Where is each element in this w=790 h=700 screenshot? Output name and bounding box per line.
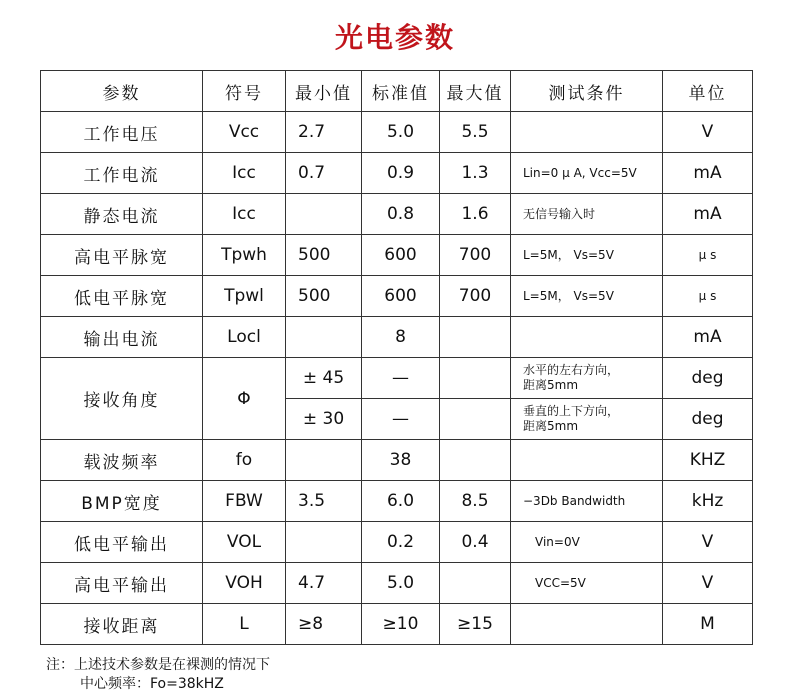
- condition-cell: VCC=5V: [511, 563, 663, 604]
- unit-cell: V: [663, 112, 753, 153]
- footnote-line: 中心频率：Fo=38kHZ: [80, 676, 224, 692]
- unit-cell: mA: [663, 194, 753, 235]
- max-cell: 700: [440, 235, 511, 276]
- condition-cell: Lin=0 μ A, Vcc=5V: [511, 153, 663, 194]
- max-cell: 8.5: [440, 481, 511, 522]
- max-cell: [440, 399, 511, 440]
- max-cell: [440, 317, 511, 358]
- max-cell: 700: [440, 276, 511, 317]
- table-row: [41, 358, 753, 399]
- unit-cell: V: [663, 522, 753, 563]
- table-row: [41, 481, 753, 522]
- symbol-cell: Tpwl: [203, 276, 286, 317]
- footnote: [46, 656, 270, 694]
- min-cell: 4.7: [286, 563, 362, 604]
- table-row: [41, 194, 753, 235]
- symbol-cell: Tpwh: [203, 235, 286, 276]
- unit-cell: deg: [663, 358, 753, 399]
- param-cell: 输出电流: [41, 317, 203, 358]
- unit-cell: deg: [663, 399, 753, 440]
- symbol-cell: VOH: [203, 563, 286, 604]
- typ-cell: 0.9: [362, 153, 440, 194]
- symbol-cell: FBW: [203, 481, 286, 522]
- table-row: [41, 153, 753, 194]
- unit-cell: M: [663, 604, 753, 645]
- condition-cell: [511, 440, 663, 481]
- condition-cell: [511, 399, 663, 440]
- max-cell: ≥15: [440, 604, 511, 645]
- min-cell: [286, 522, 362, 563]
- param-cell: 接收距离: [41, 604, 203, 645]
- header-min: 最小值: [286, 71, 362, 112]
- condition-line: 水平的左右方向，: [523, 363, 620, 377]
- typ-cell: 0.2: [362, 522, 440, 563]
- condition-cell: Vin=0V: [511, 522, 663, 563]
- min-cell: 2.7: [286, 112, 362, 153]
- condition-line: 垂直的上下方向，: [523, 404, 620, 418]
- min-cell: [286, 194, 362, 235]
- header-max: 最大值: [440, 71, 511, 112]
- min-cell: 3.5: [286, 481, 362, 522]
- min-cell: 500: [286, 276, 362, 317]
- min-cell: [286, 440, 362, 481]
- symbol-cell: Locl: [203, 317, 286, 358]
- table-row: [41, 112, 753, 153]
- min-cell: ≥8: [286, 604, 362, 645]
- unit-cell: V: [663, 563, 753, 604]
- page-title: 光电参数: [334, 21, 455, 54]
- min-cell: ± 45: [286, 358, 362, 399]
- param-cell: 低电平输出: [41, 522, 203, 563]
- unit-cell: mA: [663, 317, 753, 358]
- symbol-cell: Vcc: [203, 112, 286, 153]
- table-header-row: [41, 71, 753, 112]
- condition-cell: [511, 317, 663, 358]
- table-row: [41, 563, 753, 604]
- param-cell: 高电平输出: [41, 563, 203, 604]
- typ-cell: 600: [362, 276, 440, 317]
- symbol-cell: Icc: [203, 153, 286, 194]
- table-row: [41, 604, 753, 645]
- symbol-cell: VOL: [203, 522, 286, 563]
- header-unit: 单位: [663, 71, 753, 112]
- max-cell: [440, 358, 511, 399]
- header-symbol: 符号: [203, 71, 286, 112]
- param-cell: 低电平脉宽: [41, 276, 203, 317]
- param-cell: 静态电流: [41, 194, 203, 235]
- condition-cell: L=5M， Vs=5V: [511, 235, 663, 276]
- param-cell: BMP宽度: [41, 481, 203, 522]
- typ-cell: 8: [362, 317, 440, 358]
- unit-cell: μ s: [663, 276, 753, 317]
- param-cell: 工作电流: [41, 153, 203, 194]
- symbol-cell: fo: [203, 440, 286, 481]
- symbol-cell: Φ: [203, 358, 286, 440]
- typ-cell: —: [362, 358, 440, 399]
- condition-cell: [511, 604, 663, 645]
- unit-cell: kHz: [663, 481, 753, 522]
- min-cell: [286, 317, 362, 358]
- typ-cell: 6.0: [362, 481, 440, 522]
- unit-cell: KHZ: [663, 440, 753, 481]
- param-cell: 载波频率: [41, 440, 203, 481]
- condition-cell: L=5M， Vs=5V: [511, 276, 663, 317]
- symbol-cell: Icc: [203, 194, 286, 235]
- table-row: [41, 522, 753, 563]
- max-cell: [440, 440, 511, 481]
- typ-cell: 38: [362, 440, 440, 481]
- condition-cell: −3Db Bandwidth: [511, 481, 663, 522]
- param-cell: 接收角度: [41, 358, 203, 440]
- parameter-table: [40, 70, 753, 645]
- param-cell: 高电平脉宽: [41, 235, 203, 276]
- condition-cell: [511, 112, 663, 153]
- footnote-line: 注：上述技术参数是在裸测的情况下: [46, 657, 270, 673]
- typ-cell: ≥10: [362, 604, 440, 645]
- symbol-cell: L: [203, 604, 286, 645]
- typ-cell: —: [362, 399, 440, 440]
- max-cell: 5.5: [440, 112, 511, 153]
- min-cell: ± 30: [286, 399, 362, 440]
- max-cell: 1.3: [440, 153, 511, 194]
- min-cell: 500: [286, 235, 362, 276]
- table-row: [41, 276, 753, 317]
- table-row: [41, 317, 753, 358]
- header-typ: 标准值: [362, 71, 440, 112]
- table-row: [41, 440, 753, 481]
- typ-cell: 0.8: [362, 194, 440, 235]
- max-cell: 1.6: [440, 194, 511, 235]
- typ-cell: 5.0: [362, 112, 440, 153]
- header-condition: 测试条件: [511, 71, 663, 112]
- condition-cell: 无信号输入时: [511, 194, 663, 235]
- condition-line: 距离5mm: [523, 378, 579, 392]
- typ-cell: 5.0: [362, 563, 440, 604]
- unit-cell: μ s: [663, 235, 753, 276]
- param-cell: 工作电压: [41, 112, 203, 153]
- table-row: [41, 235, 753, 276]
- header-param: 参数: [41, 71, 203, 112]
- condition-cell: [511, 358, 663, 399]
- unit-cell: mA: [663, 153, 753, 194]
- max-cell: [440, 563, 511, 604]
- condition-line: 距离5mm: [523, 419, 579, 433]
- typ-cell: 600: [362, 235, 440, 276]
- min-cell: 0.7: [286, 153, 362, 194]
- max-cell: 0.4: [440, 522, 511, 563]
